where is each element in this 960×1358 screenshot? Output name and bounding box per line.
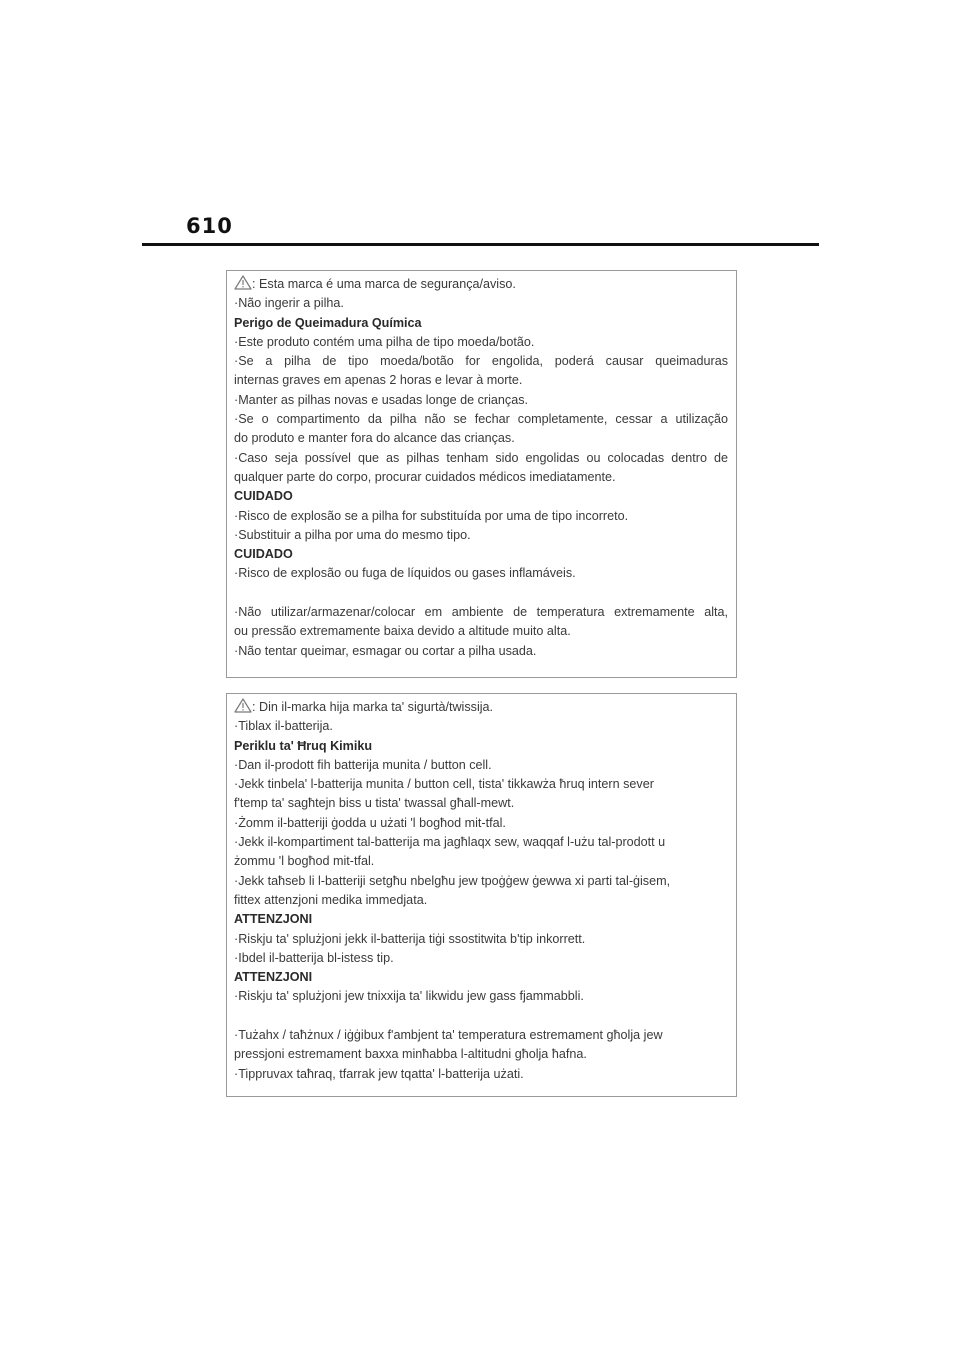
line-text: ·Jekk il-kompartiment tal-batterija ma jagħlaqx sew, waqqaf l-użu tal-prodott u (234, 835, 666, 850)
text-line (234, 410, 728, 429)
text-line (234, 1045, 728, 1064)
warning-triangle-icon (234, 275, 252, 290)
line-text: qualquer parte do corpo, procurar cuidados médicos imediatamente. (234, 469, 616, 484)
line-text: ·Risco de explosão se a pilha for substituída por uma de tipo incorreto. (234, 508, 629, 523)
text-line (234, 333, 728, 352)
line-text: ·Manter as pilhas novas e usadas longe de crianças. (234, 392, 529, 407)
line-text: ·Se a pilha de tipo moeda/botão for engolida, poderá causar queimaduras (234, 354, 728, 369)
section-heading (234, 314, 728, 333)
text-line (234, 930, 728, 949)
text-line (234, 449, 728, 468)
line-text: ·Risco de explosão ou fuga de líquidos ou gases inflamáveis. (234, 566, 576, 581)
text-line (234, 294, 728, 313)
text-line (234, 852, 728, 871)
line-text: : Din il-marka hija marka ta' sigurtà/twissija. (252, 700, 494, 714)
text-line (234, 756, 728, 775)
line-text: CUIDADO (234, 489, 293, 504)
text-line (234, 987, 728, 1006)
warning-triangle-icon (234, 698, 252, 713)
line-text: ·Riskju ta' splużjoni jekk il-batterija tiġi ssostitwita b'tip inkorrett. (234, 931, 586, 946)
blank-line (234, 1007, 728, 1026)
line-text: ·Riskju ta' splużjoni jew tnixxija ta' likwidu jew gass fjammabbli. (234, 989, 584, 1004)
text-line (234, 429, 728, 448)
line-text: ·Não tentar queimar, esmagar ou cortar a pilha usada. (234, 643, 537, 658)
line-text: ·Se o compartimento da pilha não se fechar completamente, cessar a utilização (234, 412, 728, 427)
text-line (234, 507, 728, 526)
line-text: ·Não utilizar/armazenar/colocar em ambiente de temperatura extremamente alta, (234, 605, 728, 620)
line-text: ou pressão extremamente baixa devido a altitude muito alta. (234, 624, 571, 639)
line-text: ·Ibdel il-batterija bl-istess tip. (234, 950, 394, 965)
line-text: ·Caso seja possível que as pilhas tenham sido engolidas ou colocadas dentro de (234, 450, 728, 465)
warning-legend-line (234, 698, 728, 717)
section-heading (234, 968, 728, 987)
blank-line (234, 584, 728, 603)
text-line (234, 775, 728, 794)
line-text: f'temp ta' sagħtejn biss u tista' twassal għall-mewt. (234, 796, 515, 811)
text-line (234, 603, 728, 622)
section-heading (234, 545, 728, 564)
line-text: pressjoni estremament baxxa minħabba l-altitudni għolja ħafna. (234, 1047, 587, 1062)
warning-box-portuguese (226, 270, 737, 678)
line-text: ·Jekk taħseb li l-batteriji setgħu nbelgħu jew tpoġġew ġewwa xi parti tal-ġisem, (234, 873, 671, 888)
section-heading (234, 737, 728, 756)
line-text: CUIDADO (234, 547, 293, 562)
page-number: 610 (186, 214, 233, 238)
line-text: ·Tippruvax taħraq, tfarrak jew tqatta' l-batterija użati. (234, 1066, 524, 1081)
line-text: : Esta marca é uma marca de segurança/aviso. (252, 277, 516, 291)
text-line (234, 371, 728, 390)
line-text: ·Tużahx / taħżnux / iġġibux f'ambjent ta' temperatura estremament għolja jew (234, 1028, 663, 1043)
text-line (234, 526, 728, 545)
text-line (234, 564, 728, 583)
text-line (234, 468, 728, 487)
line-text: ·Substituir a pilha por uma do mesmo tipo. (234, 527, 471, 542)
section-heading (234, 910, 728, 929)
line-text: fittex attenzjoni medika immedjata. (234, 892, 428, 907)
line-text: Periklu ta' Ħruq Kimiku (234, 738, 373, 753)
line-text: ·Dan il-prodott fih batterija munita / button cell. (234, 757, 492, 772)
line-text: Perigo de Queimadura Química (234, 315, 422, 330)
text-line (234, 1026, 728, 1045)
line-text: ·Tiblax il-batterija. (234, 719, 333, 734)
line-text: do produto e manter fora do alcance das crianças. (234, 431, 515, 446)
line-text: ATTENZJONI (234, 970, 313, 985)
text-line (234, 872, 728, 891)
warning-box-maltese (226, 693, 737, 1097)
text-line (234, 794, 728, 813)
line-text: ·Jekk tinbela' l-batterija munita / button cell, tista' tikkawża ħruq intern sever (234, 777, 654, 792)
text-line (234, 949, 728, 968)
text-line (234, 833, 728, 852)
line-text: ATTENZJONI (234, 912, 313, 927)
line-text: ·Żomm il-batteriji ġodda u użati 'l bogħod mit-tfal. (234, 815, 506, 830)
line-text: ·Este produto contém uma pilha de tipo moeda/botão. (234, 334, 535, 349)
text-line (234, 814, 728, 833)
text-line (234, 891, 728, 910)
text-line (234, 622, 728, 641)
warning-legend-line (234, 275, 728, 294)
section-heading (234, 487, 728, 506)
line-text: ·Não ingerir a pilha. (234, 296, 344, 311)
line-text: internas graves em apenas 2 horas e levar à morte. (234, 373, 523, 388)
text-line (234, 352, 728, 371)
header-rule (142, 243, 819, 246)
text-line (234, 391, 728, 410)
text-line (234, 642, 728, 661)
text-line (234, 1065, 728, 1084)
line-text: żommu 'l bogħod mit-tfal. (234, 854, 375, 869)
text-line (234, 717, 728, 736)
